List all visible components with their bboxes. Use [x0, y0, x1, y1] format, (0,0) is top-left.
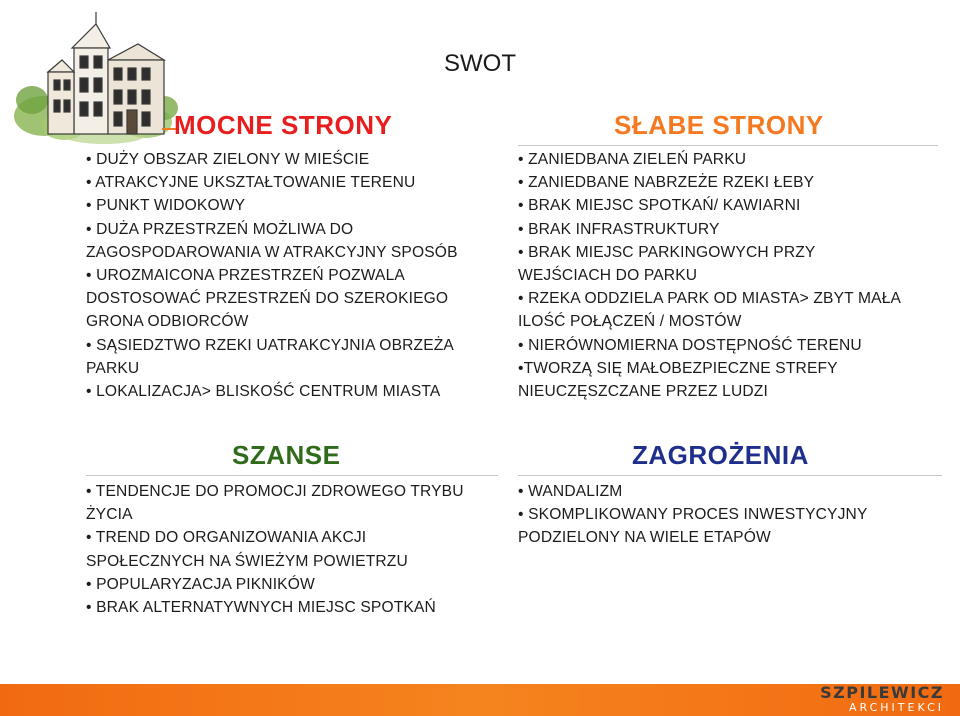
szanse-heading	[86, 438, 498, 472]
list-item: SPOŁECZNYCH NA ŚWIEŻYM POWIETRZU	[86, 552, 408, 570]
heading-divider	[518, 475, 942, 476]
list-item: • UROZMAICONA PRZESTRZEŃ POZWALA	[86, 267, 405, 285]
list-item: PARKU	[86, 359, 140, 377]
heading-divider	[518, 145, 938, 146]
szanse-list	[86, 480, 506, 619]
list-item: • PUNKT WIDOKOWY	[86, 197, 246, 215]
list-item: • NIERÓWNOMIERNA DOSTĘPNOŚĆ TERENU	[518, 336, 862, 354]
zagrozenia-heading	[518, 438, 942, 472]
company-logo	[820, 685, 944, 713]
szanse-heading-text: SZANSE	[232, 440, 341, 470]
list-item: • BRAK MIEJSC SPOTKAŃ/ KAWIARNI	[518, 197, 801, 215]
list-item: ILOŚĆ POŁĄCZEŃ / MOSTÓW	[518, 313, 742, 331]
zagrozenia-list	[518, 480, 948, 550]
list-item: • BRAK INFRASTRUKTURY	[518, 220, 720, 238]
list-item: • ZANIEDBANA ZIELEŃ PARKU	[518, 151, 747, 168]
logo-top-text: SZPILEWICZ	[820, 683, 944, 702]
list-item: GRONA ODBIORCÓW	[86, 313, 249, 331]
list-item: • DUŻY OBSZAR ZIELONY W MIEŚCIE	[86, 151, 370, 168]
list-item: • BRAK ALTERNATYWNYCH MIEJSC SPOTKAŃ	[86, 599, 436, 617]
slabe-strony-heading	[518, 108, 938, 142]
list-item: •TWORZĄ SIĘ MAŁOBEZPIECZNE STREFY	[518, 359, 838, 377]
list-item: • ZANIEDBANE NABRZEŻE RZEKI ŁEBY	[518, 174, 815, 192]
list-item: • DUŻA PRZESTRZEŃ MOŻLIWA DO	[86, 220, 354, 238]
list-item: • SKOMPLIKOWANY PROCES INWESTYCYJNY	[518, 506, 868, 524]
slide-title: SWOT	[444, 50, 516, 77]
list-item: ŻYCIA	[86, 506, 133, 524]
footer-bar	[0, 684, 960, 716]
list-item: • BRAK MIEJSC PARKINGOWYCH PRZY	[518, 243, 816, 261]
list-item: NIEUCZĘSZCZANE PRZEZ LUDZI	[518, 383, 768, 401]
list-item: • ATRAKCYJNE UKSZTAŁTOWANIE TERENU	[86, 174, 416, 192]
slabe-strony-list	[518, 148, 948, 403]
list-item: DOSTOSOWAĆ PRZESTRZEŃ DO SZEROKIEGO	[86, 290, 449, 308]
list-item: PODZIELONY NA WIELE ETAPÓW	[518, 529, 771, 547]
list-item: WEJŚCIACH DO PARKU	[518, 267, 698, 285]
list-item: • TENDENCJE DO PROMOCJI ZDROWEGO TRYBU	[86, 483, 464, 500]
list-item: • TREND DO ORGANIZOWANIA AKCJI	[86, 529, 367, 547]
list-item: • SĄSIEDZTWO RZEKI UATRAKCYJNIA OBRZEŻA	[86, 336, 454, 354]
list-item: • POPULARYZACJA PIKNIKÓW	[86, 575, 315, 593]
list-item: • WANDALIZM	[518, 483, 623, 500]
mocne-strony-heading-text: MOCNE STRONY	[174, 110, 393, 140]
logo-bottom-text: ARCHITEKCI	[848, 701, 944, 714]
heading-divider	[86, 475, 498, 476]
list-item: ZAGOSPODAROWANIA W ATRAKCYJNY SPOSÓB	[86, 243, 458, 261]
slabe-strony-heading-text: SŁABE STRONY	[614, 110, 824, 140]
list-item: • RZEKA ODDZIELA PARK OD MIASTA> ZBYT MAŁA	[518, 290, 902, 308]
mocne-strony-list	[86, 148, 506, 403]
mocne-strony-heading	[168, 108, 498, 142]
list-item: • LOKALIZACJA> BLISKOŚĆ CENTRUM MIASTA	[86, 383, 441, 401]
zagrozenia-heading-text: ZAGROŻENIA	[632, 440, 809, 470]
